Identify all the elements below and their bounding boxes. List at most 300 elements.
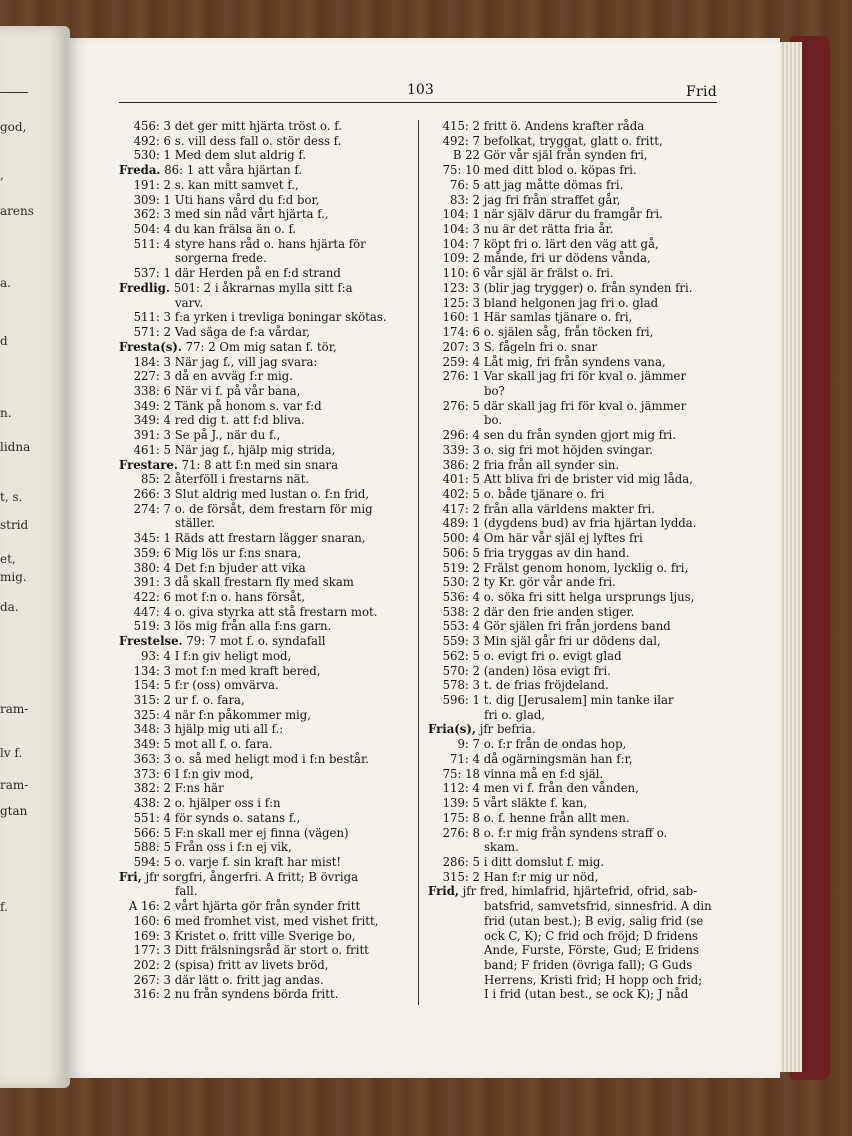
entry-continuation: varv.	[175, 295, 204, 310]
index-line	[119, 310, 411, 325]
left-page-fragment: lv f.	[0, 746, 23, 760]
entry-text: o. f:r mig från syndens straff o.	[483, 825, 668, 840]
left-page-fragment: strid	[0, 518, 29, 532]
index-line	[428, 619, 720, 634]
hymn-reference: 175: 8	[442, 810, 480, 825]
index-line	[119, 664, 411, 679]
entry-text: Låt mig, fri från syndens vana,	[483, 354, 666, 369]
entry-continuation: fri o. glad,	[484, 707, 546, 722]
index-line	[428, 443, 720, 458]
index-line	[428, 561, 720, 576]
page-number: 103	[407, 82, 434, 98]
index-line	[119, 855, 411, 870]
index-line	[119, 472, 411, 487]
entry-text: Uti hans vård du f:d bor,	[174, 192, 320, 207]
entry-text: bland helgonen jag fri o. glad	[483, 295, 659, 310]
hymn-reference: 537: 1	[133, 266, 171, 281]
index-line	[428, 310, 720, 325]
left-page-fragment: a.	[0, 276, 11, 290]
entry-text: då ogärningsmän han f:r,	[483, 751, 633, 766]
left-page-edge	[0, 26, 70, 1088]
index-line	[428, 458, 720, 473]
entry-text: Från oss i f:n ej vik,	[174, 840, 292, 855]
hymn-reference: 362: 3	[133, 207, 171, 222]
hymn-reference: 417: 2	[442, 501, 480, 516]
hymn-reference: 104: 1	[442, 207, 480, 222]
entry-text: f:r (oss) omvärva.	[174, 678, 279, 693]
hymn-reference: 519: 3	[133, 619, 171, 634]
hymn-reference: 492: 7	[442, 133, 480, 148]
entry-text: f:a yrken i trevliga boningar skötas.	[174, 310, 387, 325]
hymn-reference: 489: 1	[442, 516, 480, 531]
index-line	[428, 531, 720, 546]
entry-text: då en avväg f:r mig.	[174, 369, 293, 384]
index-line	[428, 708, 720, 723]
hymn-reference: 519: 2	[442, 560, 480, 575]
headword: Frestelse.	[119, 634, 183, 649]
hymn-reference: 380: 4	[133, 560, 171, 575]
entry-text: I f:n giv heligt mod,	[174, 648, 292, 663]
index-line	[119, 737, 411, 752]
hymn-reference: 325: 4	[133, 707, 171, 722]
entry-text: o. evigt fri o. evigt glad	[483, 648, 622, 663]
entry-text: 86: 1 att våra hjärtan f.	[164, 163, 303, 178]
running-head: Frid	[685, 84, 717, 100]
entry-text: (dygdens bud) av fria hjärtan lydda.	[483, 516, 697, 531]
index-line	[119, 458, 411, 473]
entry-text: det ger mitt hjärta tröst o. f.	[174, 119, 342, 133]
entry-text: sen du från synden gjort mig fri.	[483, 428, 677, 443]
hymn-reference: 315: 2	[442, 869, 480, 884]
index-line	[428, 664, 720, 679]
left-page-fragment: et,	[0, 552, 16, 566]
index-line	[119, 325, 411, 340]
hymn-reference: 191: 2	[133, 177, 171, 192]
index-line	[119, 884, 411, 899]
left-page-fragment: ,	[0, 168, 4, 182]
index-line	[119, 561, 411, 576]
hymn-reference: 174: 6	[442, 325, 480, 340]
index-line	[119, 678, 411, 693]
index-line	[119, 502, 411, 517]
hymn-reference: 536: 4	[442, 590, 480, 604]
index-line	[428, 855, 720, 870]
index-line	[428, 119, 720, 134]
entry-text: Kristet o. fritt ville Sverige bo,	[174, 928, 356, 943]
left-page-header-rule	[0, 92, 28, 93]
entry-text: när själv därur du framgår fri.	[483, 207, 663, 222]
hymn-reference: 266: 3	[133, 486, 171, 501]
hymn-reference: 227: 3	[133, 369, 171, 384]
entry-text: hjälp mig uti all f.:	[174, 722, 284, 737]
entry-text: mot f:n med kraft bered,	[174, 663, 321, 678]
left-page-fragment: n.	[0, 406, 12, 420]
headword: Freda.	[119, 163, 161, 178]
hymn-reference: 207: 3	[442, 339, 480, 354]
entry-continuation: batsfrid, samvetsfrid, sinnesfrid. A din	[484, 899, 712, 914]
entry-text: (spisa) fritt av livets bröd,	[174, 957, 329, 972]
hymn-reference: 110: 6	[442, 266, 480, 281]
index-line	[428, 384, 720, 399]
entry-text: i ditt domslut f. mig.	[483, 854, 605, 869]
entry-text: där Herden på en f:d strand	[174, 266, 341, 281]
entry-text: Min själ går fri ur dödens dal,	[483, 634, 661, 649]
entry-text: t. de frias fröjdeland.	[483, 678, 609, 693]
entry-text: ur f. o. fara,	[174, 693, 245, 708]
index-line	[119, 369, 411, 384]
index-line	[428, 163, 720, 178]
hymn-reference: 109: 2	[442, 251, 480, 266]
entry-text: fritt ö. Andens krafter råda	[483, 119, 645, 133]
hymn-reference: 511: 3	[133, 310, 171, 325]
entry-text: köpt fri o. lärt den väg att gå,	[483, 236, 659, 251]
entry-text: 71: 8 att f:n med sin snara	[181, 457, 339, 472]
hymn-reference: 348: 3	[133, 722, 171, 737]
index-line	[119, 605, 411, 620]
entry-text: befolkat, tryggat, glatt o. fritt,	[483, 133, 663, 148]
entry-text: Det f:n bjuder att vika	[174, 560, 306, 575]
headword: Frid,	[428, 884, 459, 899]
hymn-reference: 386: 2	[442, 457, 480, 472]
entry-text: jfr befria.	[479, 722, 536, 737]
left-page-fragment: t, s.	[0, 490, 23, 504]
entry-text: När vi f. på vår bana,	[174, 383, 301, 398]
hymn-reference: 315: 2	[133, 693, 171, 708]
hymn-reference: 511: 4	[133, 236, 171, 251]
hymn-reference: 75: 18	[442, 766, 480, 781]
entry-text: men vi f. från den vånden,	[483, 781, 639, 796]
entry-text: vinna må en f:d själ.	[483, 766, 604, 781]
entry-text: Gör vår själ från synden fri,	[483, 148, 648, 163]
entry-text: du kan frälsa än o. f.	[174, 222, 297, 237]
index-line	[119, 251, 411, 266]
hymn-reference: 274: 7	[133, 501, 171, 516]
hymn-reference: 276: 1	[442, 369, 480, 384]
hymn-reference: 139: 5	[442, 796, 480, 811]
hymn-reference: 276: 5	[442, 398, 480, 413]
left-page-fragment: d	[0, 334, 8, 348]
entry-text: jfr fred, himlafrid, hjärtefrid, ofrid, sab-	[462, 884, 698, 899]
index-line	[119, 987, 411, 1002]
entry-text: o. f:r från de ondas hop,	[483, 737, 627, 752]
hymn-reference: 123: 3	[442, 280, 480, 295]
index-line	[119, 811, 411, 826]
index-line	[428, 781, 720, 796]
index-line	[119, 575, 411, 590]
index-line	[428, 811, 720, 826]
index-line	[119, 546, 411, 561]
entry-text: Gör själen fri från jordens band	[483, 619, 671, 634]
index-line	[119, 340, 411, 355]
hymn-reference: 76: 5	[450, 177, 480, 192]
entry-text: o. sig fri mot höjden svingar.	[483, 442, 653, 457]
index-line	[119, 178, 411, 193]
entry-text: o. hjälper oss i f:n	[174, 796, 281, 811]
entry-text: när f:n påkommer mig,	[174, 707, 311, 722]
index-line	[428, 428, 720, 443]
index-line	[428, 840, 720, 855]
index-line	[119, 443, 411, 458]
index-line	[119, 840, 411, 855]
index-line	[119, 163, 411, 178]
hymn-reference: 259: 4	[442, 354, 480, 369]
hymn-reference: 169: 3	[133, 928, 171, 943]
entry-text: o. giva styrka att stå frestarn mot.	[174, 604, 378, 619]
entry-text: S. fågeln fri o. snar	[483, 339, 598, 354]
index-line	[428, 634, 720, 649]
left-column	[119, 119, 411, 1002]
hymn-reference: 177: 3	[133, 943, 171, 958]
entry-text: o. själen såg, från töcken fri,	[483, 325, 654, 340]
index-line	[119, 752, 411, 767]
entry-text: s. vill dess fall o. stör dess f.	[174, 133, 342, 148]
index-line	[119, 119, 411, 134]
entry-text: red dig t. att f:d bliva.	[174, 413, 305, 428]
index-line	[119, 516, 411, 531]
index-line	[119, 207, 411, 222]
index-line	[428, 767, 720, 782]
entry-text: Räds att frestarn lägger snaran,	[174, 531, 366, 546]
entry-text: med fromhet vist, med vishet fritt,	[174, 913, 379, 928]
hymn-reference: 438: 2	[133, 796, 171, 811]
index-line	[428, 472, 720, 487]
left-page-fragment: arens	[0, 204, 34, 218]
entry-continuation: fall.	[175, 884, 198, 899]
entry-text: Tänk på honom s. var f:d	[174, 398, 322, 413]
index-line	[119, 531, 411, 546]
entry-text: Vad säga de f:a vårdar,	[174, 325, 311, 340]
index-line	[119, 222, 411, 237]
index-line	[119, 649, 411, 664]
entry-text: När jag f., vill jag svara:	[174, 354, 318, 369]
index-line	[428, 222, 720, 237]
hymn-reference: 339: 3	[442, 442, 480, 457]
hymn-reference: 338: 6	[133, 383, 171, 398]
entry-text: o. varje f. sin kraft har mist!	[174, 854, 342, 869]
index-line	[119, 781, 411, 796]
hymn-reference: 596: 1	[442, 693, 480, 708]
left-page-fragment: da.	[0, 600, 19, 614]
index-line	[119, 943, 411, 958]
index-line	[428, 884, 720, 899]
entry-text: o. söka fri sitt helga ursprungs ljus,	[483, 590, 695, 604]
index-line	[119, 693, 411, 708]
entry-text: lös mig från alla f:ns garn.	[174, 619, 332, 634]
index-line	[428, 148, 720, 163]
column-divider	[418, 120, 419, 1005]
index-line	[428, 502, 720, 517]
index-line	[119, 796, 411, 811]
entry-continuation: ock C, K); C frid och fröjd; D fridens	[484, 928, 698, 943]
entry-continuation: sorgerna frede.	[175, 251, 267, 266]
hymn-reference: A 16: 2	[128, 899, 171, 914]
hymn-reference: 71: 4	[450, 751, 480, 766]
index-line	[428, 487, 720, 502]
hymn-reference: 415: 2	[442, 119, 480, 133]
hymn-reference: 461: 5	[133, 442, 171, 457]
left-page-fragment: ram-	[0, 778, 29, 792]
index-line	[428, 649, 720, 664]
hymn-reference: 276: 8	[442, 825, 480, 840]
index-line	[119, 870, 411, 885]
index-line	[428, 943, 720, 958]
entry-text: F:n skall mer ej finna (vägen)	[174, 825, 349, 840]
hymn-reference: 530: 2	[442, 575, 480, 590]
headword: Fri,	[119, 869, 142, 884]
left-page-fragment: lidna	[0, 440, 31, 454]
hymn-reference: 391: 3	[133, 575, 171, 590]
hymn-reference: 553: 4	[442, 619, 480, 634]
index-line	[119, 281, 411, 296]
entry-text: Slut aldrig med lustan o. f:n frid,	[174, 486, 370, 501]
entry-continuation: Herrens, Kristi frid; H hopp och frid;	[484, 972, 703, 987]
index-line	[428, 178, 720, 193]
hymn-reference: 85: 2	[141, 472, 171, 487]
entry-text: Se på J., när du f.,	[174, 428, 281, 443]
hymn-reference: 506: 5	[442, 545, 480, 560]
hymn-reference: 345: 1	[133, 531, 171, 546]
index-line	[428, 973, 720, 988]
entry-text: o. f. henne från allt men.	[483, 810, 630, 825]
index-line	[428, 722, 720, 737]
index-line	[428, 590, 720, 605]
hymn-reference: 559: 3	[442, 634, 480, 649]
index-line	[428, 266, 720, 281]
index-line	[119, 929, 411, 944]
index-line	[428, 693, 720, 708]
entry-text: vårt släkte f. kan,	[483, 796, 588, 811]
headword: Frestare.	[119, 457, 178, 472]
entry-continuation: frid (utan best.); B evig, salig frid (se	[484, 913, 704, 928]
hymn-reference: 359: 6	[133, 545, 171, 560]
hymn-reference: 594: 5	[133, 854, 171, 869]
index-line	[428, 914, 720, 929]
hymn-reference: 562: 5	[442, 648, 480, 663]
hymn-reference: B 22	[452, 148, 480, 163]
hymn-reference: 391: 3	[133, 428, 171, 443]
left-page-fragment: ram-	[0, 702, 29, 716]
entry-text: (anden) lösa evigt fri.	[483, 663, 611, 678]
entry-text: med sin nåd vårt hjärta f.,	[174, 207, 329, 222]
entry-text: Om här vår själ ej lyftes fri	[483, 531, 643, 546]
index-line	[428, 575, 720, 590]
hymn-reference: 154: 5	[133, 678, 171, 693]
hymn-reference: 456: 3	[133, 119, 171, 133]
hymn-reference: 578: 3	[442, 678, 480, 693]
entry-text: t. dig [Jerusalem] min tanke ilar	[483, 693, 674, 708]
entry-text: vårt hjärta gör från synder fritt	[174, 899, 361, 914]
hymn-reference: 9: 7	[457, 737, 480, 752]
page-header	[119, 82, 717, 103]
hymn-reference: 500: 4	[442, 531, 480, 546]
hymn-reference: 296: 4	[442, 428, 480, 443]
index-line	[428, 296, 720, 311]
entry-text: mot f:n o. hans försåt,	[174, 590, 306, 604]
index-line	[428, 870, 720, 885]
entry-continuation: bo?	[484, 383, 505, 398]
hymn-reference: 422: 6	[133, 590, 171, 604]
entry-text: för synds o. satans f.,	[174, 810, 301, 825]
headword: Fredlig.	[119, 280, 170, 295]
entry-text: Att bliva fri de brister vid mig låda,	[483, 472, 693, 487]
hymn-reference: 530: 1	[133, 148, 171, 163]
hymn-reference: 401: 5	[442, 472, 480, 487]
index-line	[119, 134, 411, 149]
entry-text: F:ns här	[174, 781, 224, 796]
entry-text: ty Kr. gör vår ande fri.	[483, 575, 616, 590]
hymn-reference: 160: 1	[442, 310, 480, 325]
entry-text: från alla världens makter fri.	[483, 501, 655, 516]
index-line	[119, 958, 411, 973]
hymn-reference: 402: 5	[442, 486, 480, 501]
index-line	[119, 413, 411, 428]
entry-continuation: band; F friden (övriga fall); G Guds	[484, 957, 693, 972]
entry-text: o. de försåt, dem frestarn för mig	[174, 501, 373, 516]
entry-text: Med dem slut aldrig f.	[174, 148, 307, 163]
entry-continuation: I i frid (utan best., se ock K); J nåd	[484, 987, 689, 1002]
index-line	[428, 237, 720, 252]
index-line	[428, 281, 720, 296]
hymn-reference: 588: 5	[133, 840, 171, 855]
headword: Fresta(s).	[119, 339, 182, 354]
entry-text: fria tryggas av din hand.	[483, 545, 630, 560]
entry-text: jfr sorgfri, ångerfri. A fritt; B övriga	[145, 869, 359, 884]
entry-text: o. så med heligt mod i f:n består.	[174, 751, 370, 766]
entry-text: Ditt frälsningsråd är stort o. fritt	[174, 943, 369, 958]
hymn-reference: 504: 4	[133, 222, 171, 237]
entry-text: s. kan mitt samvet f.,	[174, 177, 299, 192]
index-line	[428, 929, 720, 944]
hymn-reference: 93: 4	[141, 648, 171, 663]
index-line	[119, 296, 411, 311]
index-line	[428, 193, 720, 208]
index-line	[119, 826, 411, 841]
entry-text: där lätt o. fritt jag andas.	[174, 972, 324, 987]
hymn-reference: 286: 5	[442, 854, 480, 869]
right-column	[428, 119, 720, 1002]
hymn-reference: 112: 4	[442, 781, 480, 796]
index-line	[119, 266, 411, 281]
hymn-reference: 309: 1	[133, 192, 171, 207]
index-line	[428, 516, 720, 531]
hymn-reference: 202: 2	[133, 957, 171, 972]
left-page-fragment: god,	[0, 120, 27, 134]
index-line	[119, 355, 411, 370]
index-line	[428, 752, 720, 767]
index-line	[428, 605, 720, 620]
entry-text: där skall jag fri för kval o. jämmer	[483, 398, 687, 413]
index-line	[428, 369, 720, 384]
entry-text: fria från all synder sin.	[483, 457, 620, 472]
index-line	[119, 399, 411, 414]
index-line	[428, 355, 720, 370]
hymn-reference: 571: 2	[133, 325, 171, 340]
index-line	[428, 399, 720, 414]
entry-text: Mig lös ur f:ns snara,	[174, 545, 302, 560]
hymn-reference: 382: 2	[133, 781, 171, 796]
index-line	[119, 619, 411, 634]
entry-text: mot all f. o. fara.	[174, 737, 273, 752]
entry-continuation: bo.	[484, 413, 503, 428]
index-line	[119, 708, 411, 723]
hymn-reference: 104: 3	[442, 222, 480, 237]
index-line	[119, 634, 411, 649]
entry-text: Frälst genom honom, lycklig o. fri,	[483, 560, 689, 575]
hymn-reference: 373: 6	[133, 766, 171, 781]
hymn-reference: 570: 2	[442, 663, 480, 678]
entry-text: nu är det rätta fria år.	[483, 222, 614, 237]
entry-text: Han f:r mig ur nöd,	[483, 869, 599, 884]
